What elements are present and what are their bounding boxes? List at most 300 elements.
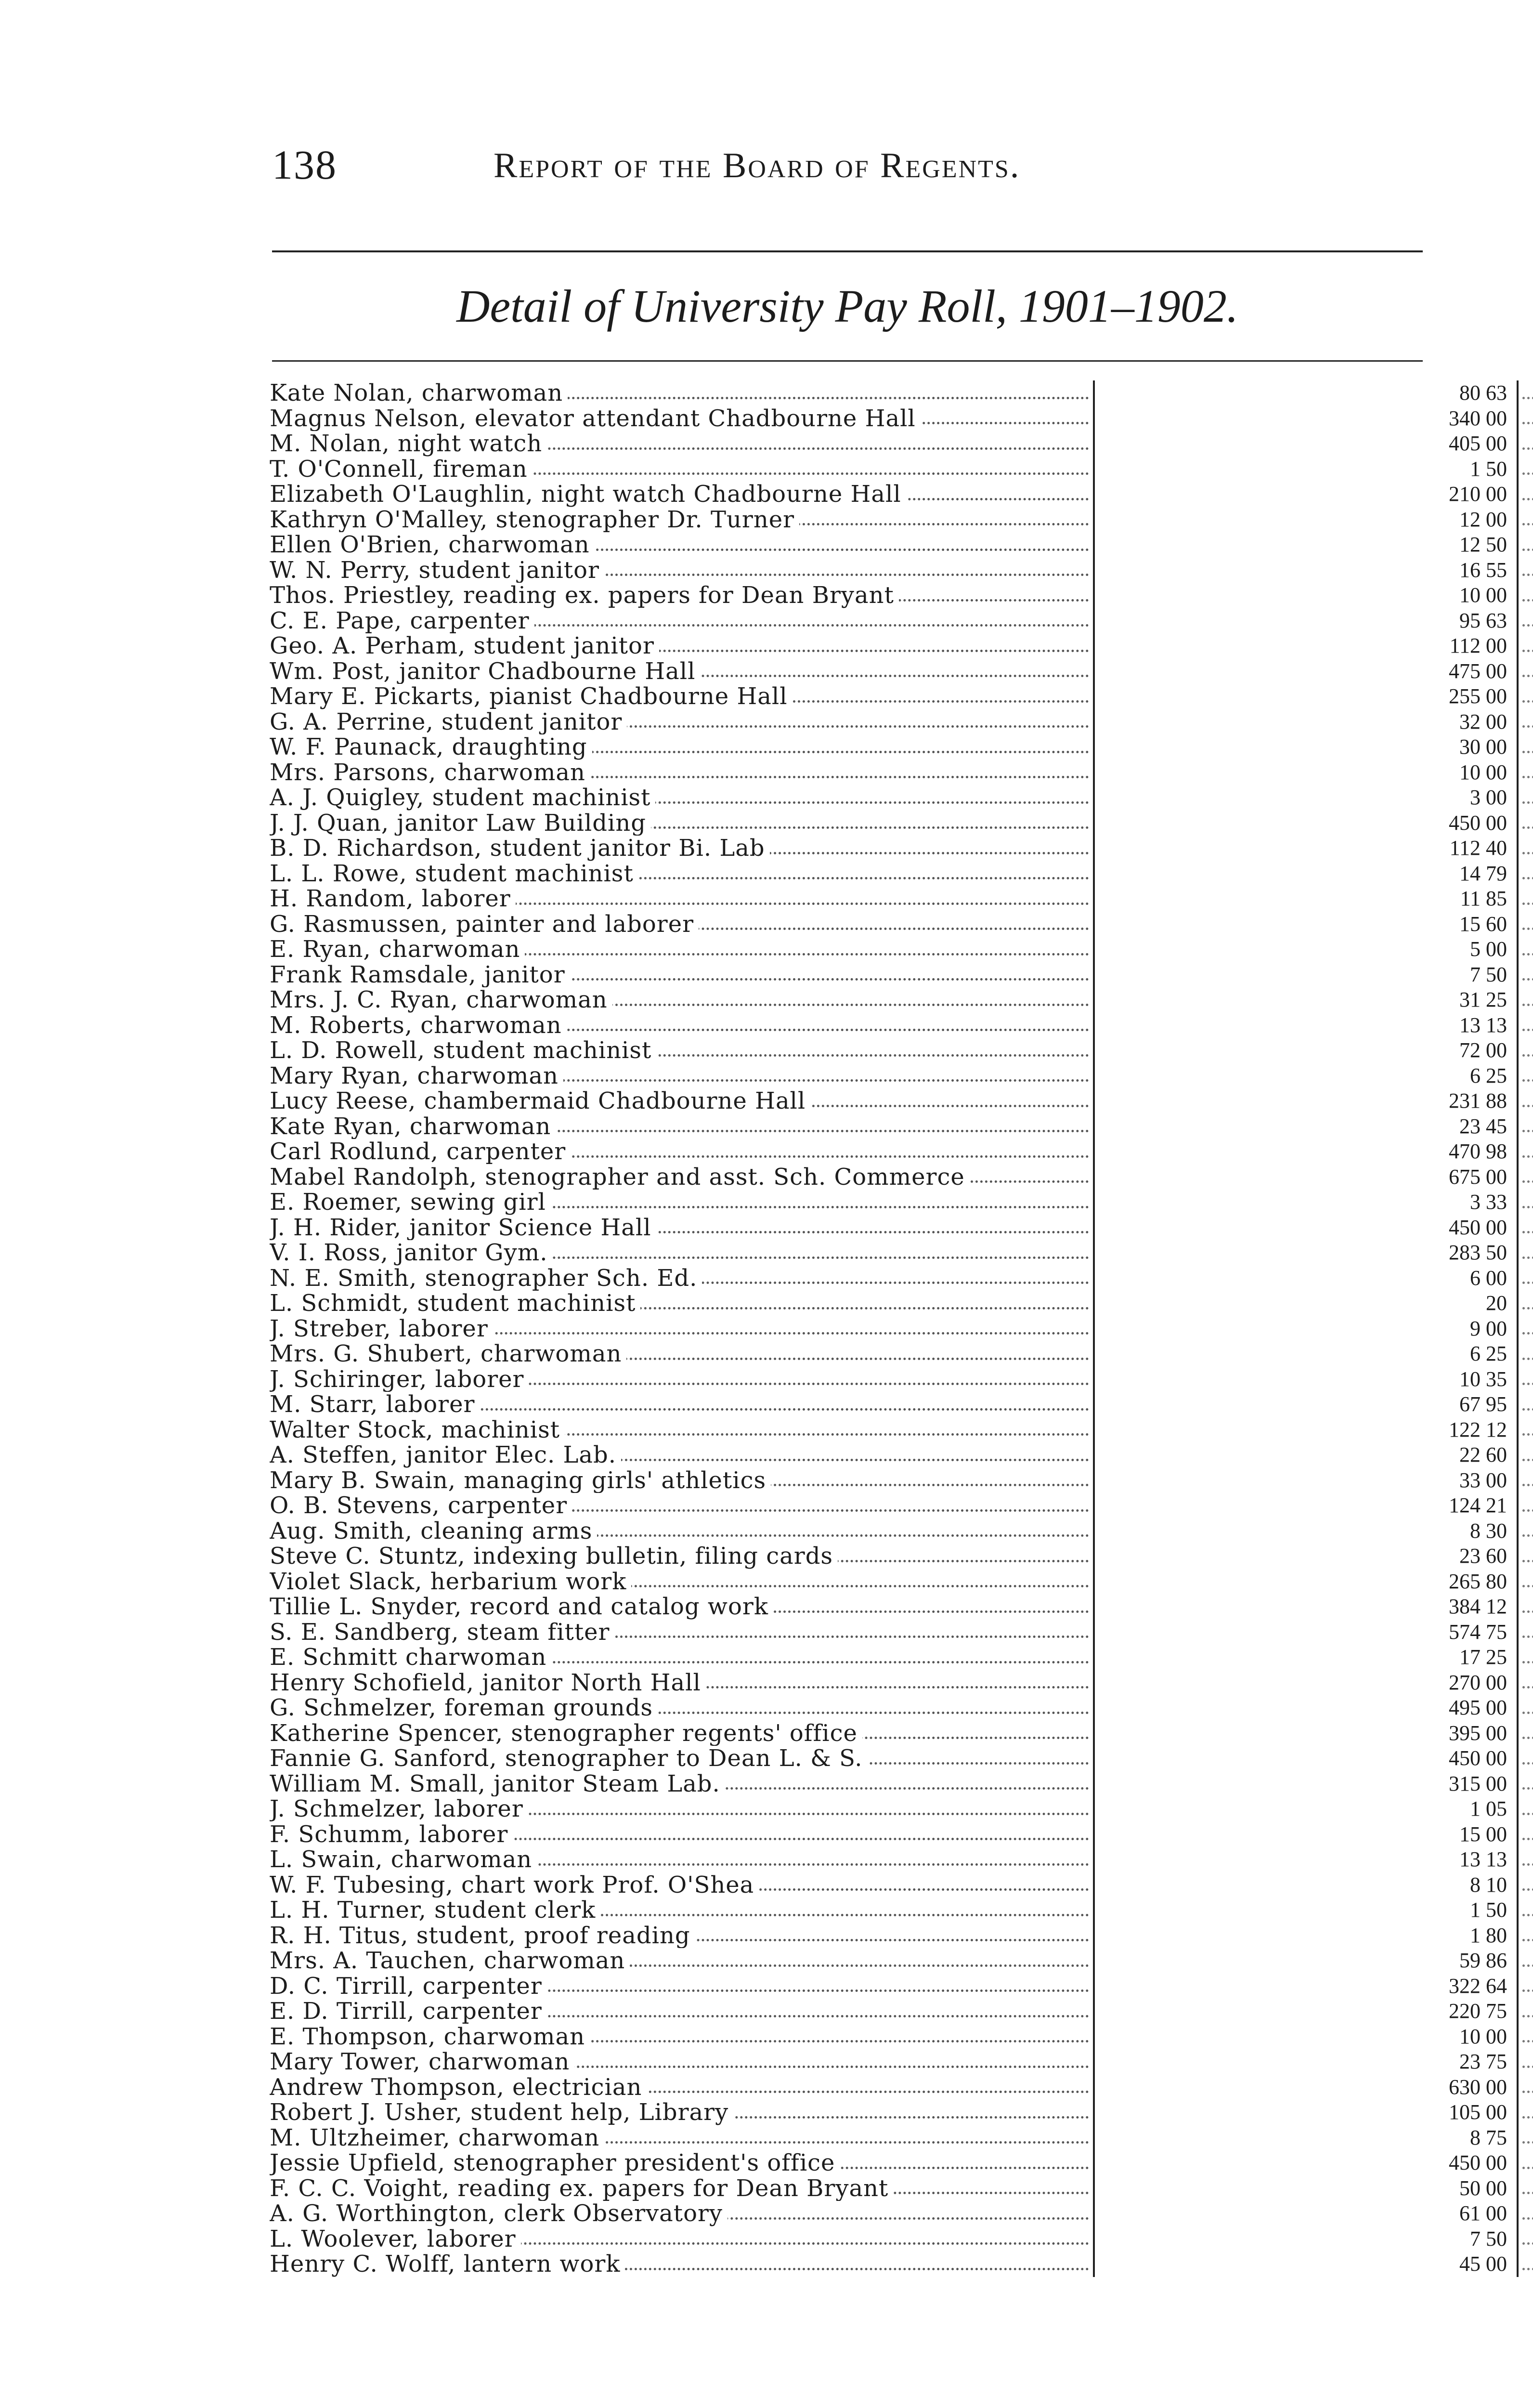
dot-leader — [1522, 1256, 1533, 1259]
amount-cell — [1095, 1215, 1519, 1241]
dot-leader — [1522, 700, 1533, 703]
table-row — [270, 1948, 1507, 1974]
blank-column-cell — [1520, 2075, 1533, 2100]
payee-cell — [270, 1493, 1095, 1518]
table-row — [270, 532, 1507, 558]
table-row — [270, 1898, 1507, 1923]
blank-column-cell — [1520, 1695, 1533, 1721]
dot-leader — [1522, 1004, 1533, 1006]
amount-value: 395 00 — [1449, 1721, 1507, 1745]
amount-cell — [1095, 1266, 1519, 1291]
payee-name: W. F. Paunack, draughting — [270, 734, 592, 760]
blank-column-cell — [1520, 2024, 1533, 2050]
amount-value: 7 50 — [1470, 962, 1507, 986]
payee-cell — [270, 886, 1095, 912]
payee-name: Violet Slack, herbarium work — [270, 1569, 631, 1595]
payee-name: Wm. Post, janitor Chadbourne Hall — [270, 659, 700, 684]
dot-leader — [1522, 447, 1533, 450]
amount-cell — [1095, 1493, 1519, 1518]
amount-value: 45 00 — [1459, 2252, 1507, 2276]
payee-name: F. Schumm, laborer — [270, 1822, 513, 1847]
table-row — [270, 987, 1507, 1013]
blank-column-cell — [1520, 608, 1533, 634]
payee-cell — [270, 1468, 1095, 1493]
dot-leader — [1522, 574, 1533, 576]
amount-cell — [1095, 912, 1519, 937]
amount-value: 6 00 — [1470, 1266, 1507, 1290]
payee-name: Andrew Thompson, electrician — [270, 2075, 647, 2100]
dot-leader — [1522, 1079, 1533, 1082]
dot-leader — [1522, 2015, 1533, 2017]
amount-cell — [1095, 1341, 1519, 1367]
table-row — [270, 583, 1507, 608]
blank-column-cell — [1520, 507, 1533, 533]
payee-name: G. Schmelzer, foreman grounds — [270, 1695, 658, 1721]
table-row — [270, 482, 1507, 507]
dot-leader — [1522, 801, 1533, 804]
amount-cell — [1095, 2024, 1519, 2050]
table-row — [270, 406, 1507, 432]
amount-value: 470 98 — [1449, 1139, 1507, 1163]
amount-value: 450 00 — [1449, 811, 1507, 835]
amount-value: 6 25 — [1470, 1342, 1507, 1365]
amount-value: 8 75 — [1470, 2125, 1507, 2149]
payee-cell — [270, 836, 1095, 861]
payee-name: Henry Schofield, janitor North Hall — [270, 1670, 706, 1696]
amount-value: 5 00 — [1470, 937, 1507, 961]
payee-cell — [270, 583, 1095, 608]
payee-cell — [270, 1670, 1095, 1696]
table-row — [270, 734, 1507, 760]
blank-column-cell — [1520, 1215, 1533, 1241]
dot-leader — [1522, 599, 1533, 602]
blank-column-cell — [1520, 1518, 1533, 1544]
payee-cell — [270, 406, 1095, 432]
amount-cell — [1095, 406, 1519, 432]
blank-column-cell — [1520, 1847, 1533, 1872]
dot-leader — [1522, 2167, 1533, 2169]
table-row — [270, 1771, 1507, 1797]
table-row — [270, 1847, 1507, 1872]
amount-cell — [1095, 1670, 1519, 1696]
dot-leader — [1522, 1686, 1533, 1688]
amount-value: 10 00 — [1459, 2024, 1507, 2048]
amount-cell — [1095, 1999, 1519, 2024]
table-row — [270, 1316, 1507, 1342]
payee-cell — [270, 1746, 1095, 1771]
dot-leader — [1522, 523, 1533, 525]
blank-column-cell — [1520, 1013, 1533, 1038]
payee-name: M. Nolan, night watch — [270, 431, 547, 457]
amount-cell — [1095, 1872, 1519, 1898]
top-rule — [272, 250, 1423, 252]
amount-cell — [1095, 2251, 1519, 2277]
payee-name: Mary Tower, charwoman — [270, 2049, 574, 2075]
table-row — [270, 1341, 1507, 1367]
payee-cell — [270, 1417, 1095, 1443]
table-row — [270, 1366, 1507, 1392]
payee-name: Mary E. Pickarts, pianist Chadbourne Hall — [270, 684, 792, 709]
amount-value: 3 33 — [1470, 1190, 1507, 1214]
dot-leader — [1522, 1838, 1533, 1840]
payee-name: Mrs. G. Shubert, charwoman — [270, 1341, 626, 1367]
blank-column-cell — [1520, 1165, 1533, 1190]
payee-name: Magnus Nelson, elevator attendant Chadbourne Hall — [270, 406, 921, 432]
amount-cell — [1095, 785, 1519, 811]
table-row — [270, 2226, 1507, 2252]
blank-column-cell — [1520, 861, 1533, 887]
payee-cell — [270, 1392, 1095, 1417]
title-rule — [272, 360, 1423, 362]
blank-column-cell — [1520, 1974, 1533, 1999]
amount-value: 59 86 — [1459, 1949, 1507, 1972]
payee-name: E. Schmitt charwoman — [270, 1645, 551, 1670]
table-row — [270, 1619, 1507, 1645]
payee-cell — [270, 532, 1095, 558]
table-row — [270, 1569, 1507, 1595]
amount-cell — [1095, 583, 1519, 608]
blank-column-cell — [1520, 2150, 1533, 2176]
blank-column-cell — [1520, 2226, 1533, 2252]
table-row — [270, 836, 1507, 861]
amount-value: 405 00 — [1449, 432, 1507, 455]
payee-name: W. N. Perry, student janitor — [270, 558, 604, 583]
amount-cell — [1095, 1898, 1519, 1923]
payee-name: E. D. Tirrill, carpenter — [270, 1999, 547, 2024]
table-row — [270, 1670, 1507, 1696]
amount-cell — [1095, 1392, 1519, 1417]
blank-column-cell — [1520, 1341, 1533, 1367]
table-row — [270, 886, 1507, 912]
blank-column-cell — [1520, 558, 1533, 583]
dot-leader — [1522, 2066, 1533, 2068]
table-row — [270, 785, 1507, 811]
blank-column-cell — [1520, 1291, 1533, 1316]
amount-cell — [1095, 2150, 1519, 2176]
amount-value: 450 00 — [1449, 1215, 1507, 1239]
amount-cell — [1095, 1417, 1519, 1443]
payee-name: Kate Nolan, charwoman — [270, 380, 568, 406]
amount-value: 322 64 — [1449, 1974, 1507, 1998]
amount-cell — [1095, 1620, 1519, 1645]
payee-cell — [270, 1038, 1095, 1063]
dot-leader — [1522, 928, 1533, 930]
table-row — [270, 911, 1507, 937]
amount-value: 675 00 — [1449, 1165, 1507, 1189]
amount-value: 32 00 — [1459, 709, 1507, 733]
amount-cell — [1095, 1948, 1519, 1974]
payee-cell — [270, 1594, 1095, 1620]
amount-cell — [1095, 1088, 1519, 1114]
blank-column-cell — [1520, 1771, 1533, 1797]
payee-cell — [270, 1948, 1095, 1974]
table-row — [270, 1038, 1507, 1063]
dot-leader — [1522, 1383, 1533, 1385]
payee-name: C. E. Pape, carpenter — [270, 608, 534, 634]
payee-name: Lucy Reese, chambermaid Chadbourne Hall — [270, 1088, 810, 1114]
page-header — [272, 141, 1428, 213]
payee-name: F. C. C. Voight, reading ex. papers for Dean Bryant — [270, 2176, 893, 2201]
amount-value: 30 00 — [1459, 735, 1507, 759]
payee-cell — [270, 1822, 1095, 1847]
payee-cell — [270, 2024, 1095, 2050]
amount-value: 112 40 — [1449, 836, 1507, 860]
blank-column-cell — [1520, 659, 1533, 684]
amount-value: 13 13 — [1459, 1013, 1507, 1037]
payee-name: Tillie L. Snyder, record and catalog work — [270, 1594, 773, 1620]
amount-cell — [1095, 1771, 1519, 1797]
payee-name: N. E. Smith, stenographer Sch. Ed. — [270, 1266, 702, 1291]
dot-leader — [1522, 498, 1533, 500]
payee-cell — [270, 1695, 1095, 1721]
amount-value: 13 13 — [1459, 1847, 1507, 1871]
payee-name: Walter Stock, machinist — [270, 1417, 565, 1443]
payee-cell — [270, 1013, 1095, 1038]
blank-column-cell — [1520, 1190, 1533, 1215]
payee-cell — [270, 1999, 1095, 2024]
dot-leader — [1522, 776, 1533, 778]
table-row — [270, 1821, 1507, 1847]
dot-leader — [1522, 1863, 1533, 1866]
amount-value: 8 10 — [1470, 1872, 1507, 1897]
dot-leader — [1522, 1484, 1533, 1486]
dot-leader — [1522, 2268, 1533, 2270]
amount-cell — [1095, 1923, 1519, 1949]
amount-value: 14 79 — [1459, 861, 1507, 885]
blank-column-cell — [1520, 1088, 1533, 1114]
payee-cell — [270, 1847, 1095, 1872]
blank-column-cell — [1520, 2100, 1533, 2125]
payee-cell — [270, 1291, 1095, 1316]
blank-column-cell — [1520, 1948, 1533, 1974]
blank-column-cell — [1520, 1872, 1533, 1898]
table-row — [270, 557, 1507, 583]
blank-column-cell — [1520, 1468, 1533, 1493]
blank-column-cell — [1520, 532, 1533, 558]
payee-name: M. Ultzheimer, charwoman — [270, 2125, 604, 2151]
amount-cell — [1095, 1695, 1519, 1721]
amount-value: 122 12 — [1449, 1417, 1507, 1441]
table-row — [270, 709, 1507, 735]
amount-cell — [1095, 2176, 1519, 2201]
amount-cell — [1095, 684, 1519, 709]
blank-column-cell — [1520, 457, 1533, 482]
dot-leader — [1522, 903, 1533, 905]
amount-cell — [1095, 558, 1519, 583]
amount-value: 124 21 — [1449, 1493, 1507, 1517]
dot-leader — [1522, 675, 1533, 677]
amount-value: 61 00 — [1459, 2201, 1507, 2225]
amount-value: 231 88 — [1449, 1089, 1507, 1112]
payee-cell — [270, 1442, 1095, 1468]
payee-cell — [270, 457, 1095, 482]
payee-name: Mary B. Swain, managing girls' athletics — [270, 1468, 771, 1493]
table-row — [270, 1720, 1507, 1746]
dot-leader — [1522, 1661, 1533, 1663]
payee-name: Jessie Upfield, stenographer president's office — [270, 2150, 840, 2176]
payee-name: J. J. Quan, janitor Law Building — [270, 811, 651, 836]
amount-cell — [1095, 1063, 1519, 1089]
amount-value: 80 63 — [1459, 381, 1507, 405]
amount-value: 630 00 — [1449, 2075, 1507, 2099]
amount-cell — [1095, 1594, 1519, 1620]
dot-leader — [1522, 1560, 1533, 1562]
table-row — [270, 1973, 1507, 1999]
amount-cell — [1095, 1013, 1519, 1038]
payee-name: B. D. Richardson, student janitor Bi. Lab — [270, 836, 770, 861]
table-row — [270, 1746, 1507, 1771]
table-row — [270, 1012, 1507, 1038]
table-row — [270, 2251, 1507, 2277]
table-row — [270, 684, 1507, 709]
amount-cell — [1095, 1645, 1519, 1670]
table-row — [270, 1291, 1507, 1316]
amount-value: 72 00 — [1459, 1038, 1507, 1062]
amount-value: 112 00 — [1449, 634, 1507, 657]
payee-cell — [270, 2125, 1095, 2151]
amount-value: 495 00 — [1449, 1696, 1507, 1719]
payee-name: W. F. Tubesing, chart work Prof. O'Shea — [270, 1872, 759, 1898]
blank-column-cell — [1520, 2049, 1533, 2075]
payee-cell — [270, 1771, 1095, 1797]
dot-leader — [1522, 422, 1533, 424]
blank-column-cell — [1520, 1620, 1533, 1645]
payee-name: G. Rasmussen, painter and laborer — [270, 912, 699, 937]
payee-name: E. Roemer, sewing girl — [270, 1190, 551, 1215]
table-row — [270, 2100, 1507, 2125]
dot-leader — [1522, 852, 1533, 854]
payee-cell — [270, 1569, 1095, 1595]
payee-cell — [270, 709, 1095, 735]
payee-name: A. J. Quigley, student machinist — [270, 785, 655, 811]
amount-value: 23 45 — [1459, 1114, 1507, 1138]
amount-value: 10 35 — [1459, 1367, 1507, 1391]
blank-column-cell — [1520, 2176, 1533, 2201]
amount-value: 283 50 — [1449, 1241, 1507, 1264]
dot-leader — [1522, 1231, 1533, 1233]
payee-cell — [270, 2100, 1095, 2125]
dot-leader — [1522, 725, 1533, 728]
table-row — [270, 380, 1507, 406]
dot-leader — [1522, 1054, 1533, 1057]
payee-name: H. Random, laborer — [270, 886, 516, 912]
table-row — [270, 1417, 1507, 1443]
table-row — [270, 861, 1507, 887]
amount-cell — [1095, 1847, 1519, 1872]
table-row — [270, 759, 1507, 785]
dot-leader — [1522, 472, 1533, 475]
amount-cell — [1095, 1291, 1519, 1316]
payee-cell — [270, 1165, 1095, 1190]
payee-name: Fannie G. Sanford, stenographer to Dean L. & S. — [270, 1746, 868, 1771]
table-row — [270, 2201, 1507, 2226]
payee-cell — [270, 1114, 1095, 1139]
table-row — [270, 1392, 1507, 1417]
payee-cell — [270, 760, 1095, 785]
table-row — [270, 1088, 1507, 1114]
payee-cell — [270, 558, 1095, 583]
payee-name: Kate Ryan, charwoman — [270, 1114, 556, 1139]
blank-column-cell — [1520, 380, 1533, 406]
amount-cell — [1095, 811, 1519, 836]
amount-cell — [1095, 1367, 1519, 1392]
blank-column-cell — [1520, 1544, 1533, 1569]
dot-leader — [1522, 953, 1533, 955]
payee-cell — [270, 937, 1095, 962]
amount-value: 10 00 — [1459, 583, 1507, 607]
payee-name: J. Schiringer, laborer — [270, 1367, 529, 1392]
dot-leader — [1522, 1888, 1533, 1891]
amount-cell — [1095, 861, 1519, 887]
amount-cell — [1095, 482, 1519, 507]
amount-value: 12 50 — [1459, 533, 1507, 556]
blank-column-cell — [1520, 1063, 1533, 1089]
payee-name: T. O'Connell, fireman — [270, 457, 533, 482]
payee-cell — [270, 633, 1095, 659]
payee-cell — [270, 912, 1095, 937]
amount-cell — [1095, 937, 1519, 962]
table-row — [270, 507, 1507, 533]
dot-leader — [1522, 2242, 1533, 2245]
payee-cell — [270, 482, 1095, 507]
blank-column-cell — [1520, 760, 1533, 785]
amount-value: 31 25 — [1459, 988, 1507, 1011]
payee-cell — [270, 2150, 1095, 2176]
payee-name: J. Schmelzer, laborer — [270, 1796, 528, 1822]
table-row — [270, 608, 1507, 634]
amount-cell — [1095, 962, 1519, 988]
blank-column-cell — [1520, 785, 1533, 811]
dot-leader — [1522, 1029, 1533, 1031]
table-row — [270, 1923, 1507, 1949]
payee-name: Elizabeth O'Laughlin, night watch Chadbourne Hall — [270, 482, 906, 507]
amount-cell — [1095, 608, 1519, 634]
dot-leader — [1522, 1206, 1533, 1208]
amount-value: 15 00 — [1459, 1822, 1507, 1846]
amount-cell — [1095, 532, 1519, 558]
dot-leader — [1522, 1610, 1533, 1613]
amount-cell — [1095, 2226, 1519, 2252]
amount-cell — [1095, 1974, 1519, 1999]
table-row — [270, 1518, 1507, 1544]
amount-value: 67 95 — [1459, 1392, 1507, 1416]
table-row — [270, 1265, 1507, 1291]
payee-name: A. Steffen, janitor Elec. Lab. — [270, 1442, 621, 1468]
amount-cell — [1095, 2100, 1519, 2125]
payee-cell — [270, 380, 1095, 406]
blank-column-cell — [1520, 709, 1533, 735]
blank-column-cell — [1520, 1114, 1533, 1139]
payee-cell — [270, 1240, 1095, 1266]
table-row — [270, 810, 1507, 836]
amount-value: 270 00 — [1449, 1670, 1507, 1694]
dot-leader — [1522, 877, 1533, 879]
payee-cell — [270, 1923, 1095, 1949]
dot-leader — [1522, 549, 1533, 551]
table-row — [270, 431, 1507, 457]
table-row — [270, 1493, 1507, 1518]
amount-cell — [1095, 1139, 1519, 1165]
table-row — [270, 1872, 1507, 1898]
table-row — [270, 1063, 1507, 1089]
payee-cell — [270, 1974, 1095, 1999]
amount-value: 450 00 — [1449, 2151, 1507, 2174]
payee-name: L. Swain, charwoman — [270, 1847, 537, 1872]
amount-cell — [1095, 457, 1519, 482]
amount-value: 11 85 — [1460, 887, 1507, 910]
payee-name: Mabel Randolph, stenographer and asst. Sch. Commerce — [270, 1165, 970, 1190]
amount-value: 574 75 — [1449, 1620, 1507, 1644]
